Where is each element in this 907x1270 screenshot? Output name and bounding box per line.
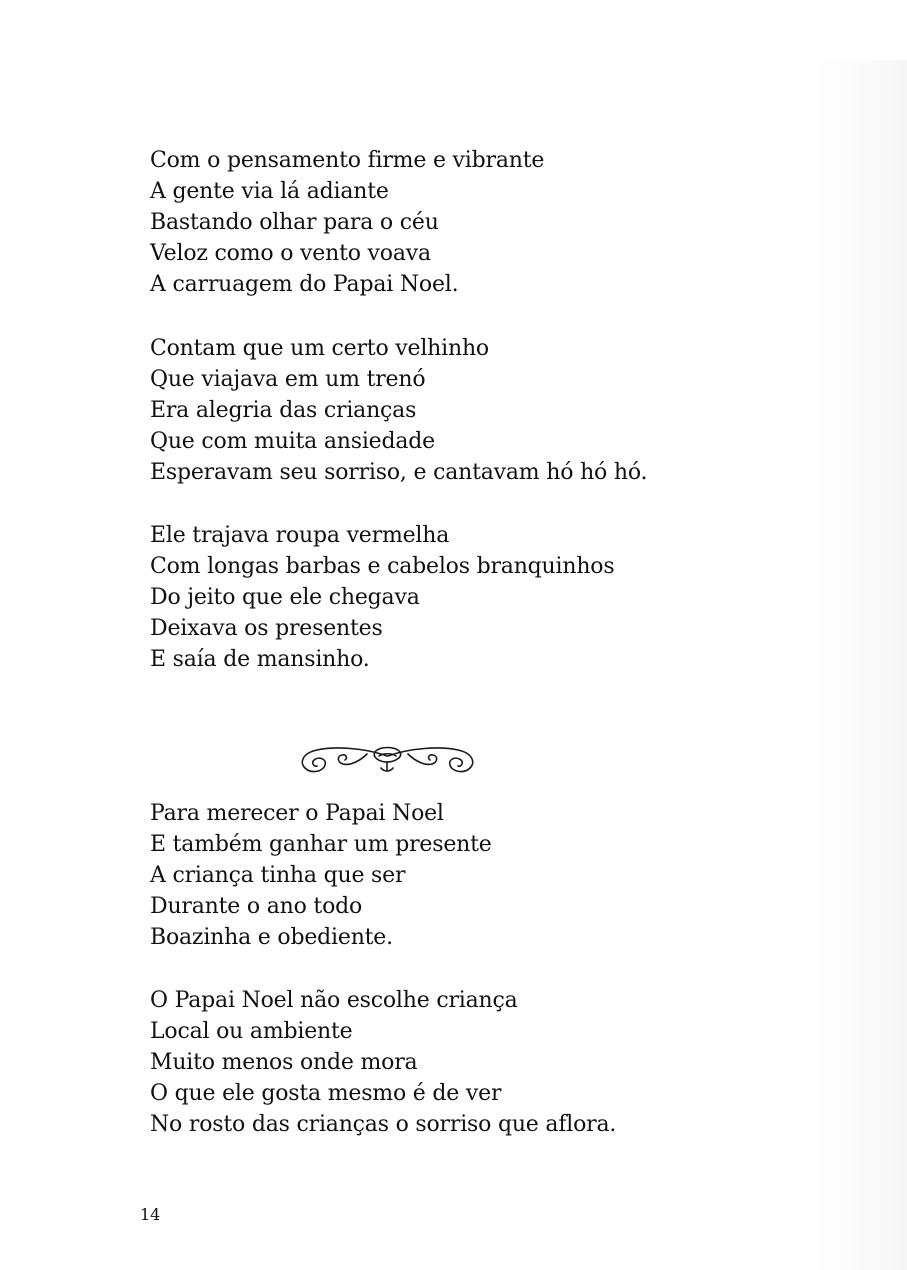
verse-line: A carruagem do Papai Noel.: [150, 272, 459, 297]
stanza-3: [150, 520, 614, 675]
verse-line: Com longas barbas e cabelos branquinhos: [150, 554, 615, 579]
verse-line: Com o pensamento firme e vibrante: [150, 148, 545, 173]
verse-line: Ele trajava roupa vermelha: [150, 523, 450, 548]
stanza-4: [150, 798, 492, 953]
verse-line: Contam que um certo velhinho: [150, 336, 489, 361]
stanza-1: [150, 145, 544, 300]
verse-line: E também ganhar um presente: [150, 832, 492, 857]
page-edge-shadow: [815, 60, 907, 1270]
stanza-5: [150, 985, 616, 1140]
verse-line: Durante o ano todo: [150, 894, 363, 919]
flourish-divider-icon: [295, 738, 480, 778]
verse-line: Esperavam seu sorriso, e cantavam hó hó hó.: [150, 460, 648, 485]
verse-line: Veloz como o vento voava: [150, 241, 431, 266]
verse-line: Local ou ambiente: [150, 1019, 353, 1044]
verse-line: Bastando olhar para o céu: [150, 210, 439, 235]
verse-line: O Papai Noel não escolhe criança: [150, 988, 518, 1013]
stanza-2: [150, 333, 647, 488]
verse-line: Que com muita ansiedade: [150, 429, 435, 454]
verse-line: Deixava os presentes: [150, 616, 383, 641]
verse-line: No rosto das crianças o sorriso que aflora.: [150, 1112, 617, 1137]
verse-line: A gente via lá adiante: [150, 179, 389, 204]
verse-line: E saía de mansinho.: [150, 647, 370, 672]
verse-line: Do jeito que ele chegava: [150, 585, 420, 610]
verse-line: A criança tinha que ser: [150, 863, 406, 888]
verse-line: Muito menos onde mora: [150, 1050, 418, 1075]
page-number: 14: [140, 1205, 161, 1224]
verse-line: Era alegria das crianças: [150, 398, 417, 423]
verse-line: Boazinha e obediente.: [150, 925, 393, 950]
verse-line: Para merecer o Papai Noel: [150, 801, 444, 826]
verse-line: O que ele gosta mesmo é de ver: [150, 1081, 502, 1106]
verse-line: Que viajava em um trenó: [150, 367, 426, 392]
